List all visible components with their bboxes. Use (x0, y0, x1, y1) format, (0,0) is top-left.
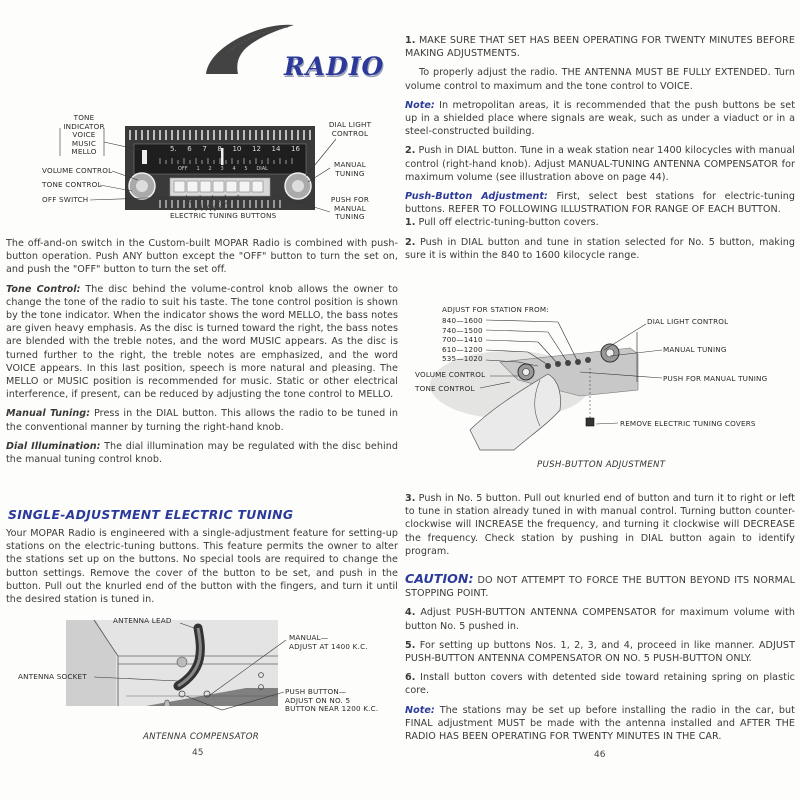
pb-step-4-text: Adjust PUSH-BUTTON ANTENNA COMPENSATOR for maximum volume with button No. 5 pushed in. (405, 607, 795, 632)
dial-number: 10 (232, 145, 242, 153)
pb-step-2 (405, 236, 795, 262)
button-label: 3 (220, 166, 224, 172)
tone-control-heading: Tone Control: (6, 283, 81, 295)
pb-step-6-text: Install button covers with detented side toward retaining spring on plastic core. (405, 672, 795, 697)
right-page-text-bottom (405, 492, 795, 743)
note-2-heading: Note: (405, 704, 435, 716)
dial-number: 8 (217, 145, 222, 153)
section-heading: SINGLE-ADJUSTMENT ELECTRIC TUNING (8, 507, 294, 522)
proper-adjust-paragraph: To properly adjust the radio. THE ANTENNA MUST BE FULLY EXTENDED. Turn volume control to maximum and the tone control to VOICE. (405, 67, 795, 92)
pb-step-1 (405, 216, 795, 229)
label-tone-indicator-2: INDICATOR (63, 121, 105, 131)
pb-step-5-text: For setting up buttons Nos. 1, 2, 3, and 4, proceed in like manner. ADJUST PUSH-BUTTON ANTENNA COMPENSATOR ON NO. 5 PUSH-BUTTON ONLY. (405, 639, 795, 665)
range-label: 610—1200 (442, 344, 483, 354)
label-push-for-manual-pb: PUSH FOR MANUAL TUNING (663, 374, 768, 383)
label-push-button-3: BUTTON NEAR 1200 K.C. (285, 704, 379, 714)
label-mello: MELLO (71, 147, 97, 157)
manual-tuning-heading: Manual Tuning: (6, 408, 91, 420)
button-label: 4 (232, 166, 236, 172)
left-page-text (6, 237, 398, 466)
label-volume-control: VOLUME CONTROL (42, 166, 113, 175)
caution-text: DO NOT ATTEMPT TO FORCE THE BUTTON BEYOND ITS NORMAL STOPPING POINT. (405, 575, 795, 600)
button-label: 1 (196, 166, 200, 172)
label-push-for-manual-2: MANUAL (334, 203, 366, 213)
pb-leader-lines (400, 290, 800, 440)
button-label: 2 (208, 166, 212, 172)
dial-number: 12 (251, 145, 261, 153)
tone-control-body: The disc behind the volume-control knob allows the owner to change the tone of the radio to suit his taste. The tone control position is shown by the tone indicator. When the indicator shows the word MELLO, the bass notes are given heavy emphasis. As the disc is turned toward the right, the bass notes are blended with the treble notes, and the word MUSIC appears. As the disc is turned further to the right, the treble notes are emphasized, and the word VOICE appears. In this last position, speech is more natural and pleasing. The MELLO or MUSIC position is recommended for music. Static or other electrical interference, if present, can be reduced by adjusting the tone control to MELLO. (6, 283, 398, 401)
antenna-caption: ANTENNA COMPENSATOR (143, 732, 260, 742)
push-button-adjustment-heading: Push-Button Adjustment: (405, 191, 548, 203)
label-antenna-lead: ANTENNA LEAD (113, 616, 172, 625)
manual-tuning-paragraph (6, 407, 398, 433)
pb-step-3-number: 3. (405, 493, 416, 504)
label-remove-covers: REMOVE ELECTRIC TUNING COVERS (620, 419, 756, 428)
pb-step-4-number: 4. (405, 607, 416, 619)
dial-number: 16 (291, 145, 300, 153)
pb-step-1-number: 1. (405, 217, 416, 229)
label-manual-tuning: MANUAL (334, 160, 366, 169)
range-label: 740—1500 (442, 325, 483, 335)
page-number-right: 46 (594, 750, 606, 760)
antenna-leader-lines (0, 600, 400, 720)
label-music: MUSIC (71, 138, 97, 148)
note-1-heading: Note: (405, 99, 435, 111)
step-1-number: 1. (405, 35, 416, 46)
label-manual-tuning-pb: MANUAL TUNING (663, 345, 727, 354)
label-push-button: PUSH BUTTON— (285, 687, 347, 696)
step-2-text: Push in DIAL button. Tune in a weak station near 1400 kilocycles with manual control (right-hand knob). Adjust MANUAL-TUNING ANTENNA COMPENSATOR for maximum volume (see illustration above on page 44). (405, 145, 795, 183)
page-title: RADIO (284, 52, 385, 81)
pb-step-5-number: 5. (405, 639, 416, 651)
pb-step-6-number: 6. (405, 672, 416, 684)
label-manual-tuning-2: TUNING (335, 168, 365, 178)
button-label: OFF (178, 166, 188, 172)
step-2-number: 2. (405, 145, 416, 157)
dial-illumination-heading: Dial Illumination: (6, 440, 101, 452)
label-antenna-socket: ANTENNA SOCKET (18, 672, 87, 681)
label-off-switch: OFF SWITCH (42, 195, 89, 204)
label-dial-light-control: DIAL LIGHT (328, 120, 372, 129)
button-label: 5 (244, 166, 248, 172)
note-2 (405, 704, 795, 744)
dial-number: 14 (271, 145, 281, 153)
caution-paragraph (405, 572, 795, 600)
pb-step-5 (405, 639, 795, 665)
push-button-caption: PUSH-BUTTON ADJUSTMENT (537, 460, 666, 470)
page-number-left: 45 (192, 748, 204, 758)
note-1-text: In metropolitan areas, it is recommended that the push buttons be set up in a shielded place where signals are weak, such as under a viaduct or in a steel-constructed building. (405, 99, 795, 138)
label-voice: VOICE (72, 130, 96, 140)
pb-step-3 (405, 492, 795, 558)
dial-number: 6 (187, 145, 192, 153)
label-adjust-for-station: ADJUST FOR STATION FROM: (442, 305, 549, 314)
dial-illumination-body: The dial illumination may be regulated with the disc behind the manual tuning control knob. (6, 440, 398, 466)
pb-step-2-number: 2. (405, 236, 416, 248)
label-push-button-2: ADJUST ON NO. 5 (285, 695, 351, 705)
pb-step-4 (405, 606, 795, 632)
label-push-for-manual-3: TUNING (335, 212, 365, 222)
pb-step-2-text: Push in DIAL button and tune in station selected for No. 5 button, making sure it is within the 840 to 1600 kilocycle range. (405, 236, 795, 261)
dial-number: 5. (170, 145, 177, 153)
label-manual-adjust: MANUAL— (289, 633, 329, 642)
manual-tuning-body: Press in the DIAL button. This allows the radio to be tuned in the conventional manner by turning the right-hand knob. (6, 408, 398, 433)
label-push-for-manual: PUSH FOR (330, 195, 370, 204)
intro-paragraph: The off-and-on switch in the Custom-built MOPAR Radio is combined with push-button operation. Push ANY button except the "OFF" button to turn the set on, and push the "OFF" button to turn the set off. (6, 238, 398, 276)
dial-number: 7 (202, 145, 207, 153)
label-electric-tuning-buttons: ELECTRIC TUNING BUTTONS (170, 211, 277, 220)
label-dial-light-control-pb: DIAL LIGHT CONTROL (647, 317, 729, 326)
label-manual-adjust-2: ADJUST AT 1400 K.C. (289, 641, 368, 651)
pb-step-1-text: Pull off electric-tuning-button covers. (415, 217, 599, 229)
step-1-text: MAKE SURE THAT SET HAS BEEN OPERATING FOR TWENTY MINUTES BEFORE MAKING ADJUSTMENTS. (405, 35, 795, 60)
caution-heading: CAUTION: (405, 571, 474, 587)
tone-control-paragraph (6, 283, 398, 402)
label-tone-indicator: TONE (73, 113, 95, 122)
label-dial-light-control-2: CONTROL (331, 128, 369, 138)
range-label: 700—1410 (442, 335, 483, 345)
range-label: 840—1600 (442, 316, 483, 325)
pb-step-6 (405, 671, 795, 697)
step-2 (405, 144, 795, 184)
note-1 (405, 99, 795, 139)
step-1 (405, 34, 795, 60)
dial-illumination-paragraph (6, 440, 398, 466)
label-tone-control-pb: TONE CONTROL (415, 384, 475, 393)
section-body: Your MOPAR Radio is engineered with a single-adjustment feature for setting-up stations on the electric-tuning buttons. This feature permits the owner to alter the stations set up on the buttons. No special tools are required to change the button settings. Remove the cover of the button to be set, and push in the button. Pull out the knurled end of the button with the fingers, and turn it until the desired station is tuned in. (6, 528, 398, 606)
push-button-adjustment-text: First, select best stations for electric-tuning buttons. REFER TO FOLLOWING ILLUSTRATION FOR RANGE OF EACH BUTTON. (405, 191, 796, 216)
pb-step-3-text: Push in No. 5 button. Pull out knurled end of button and turn it to right or left to tune in station already tuned in with manual control. Turning button counter-clockwise will INCREASE the frequency, and turning it clockwise will DECREASE the frequency. Check station by pushing in DIAL button again to identify program. (405, 493, 795, 557)
note-2-text: The stations may be set up before installing the radio in the car, but FINAL adjustment MUST be made with the antenna installed and AFTER THE RADIO HAS BEEN OPERATING FOR TWENTY MINUTES IN THE CAR. (405, 704, 795, 743)
range-label: 535—1020 (442, 354, 483, 364)
right-page-text-top (405, 34, 795, 262)
label-tone-control: TONE CONTROL (42, 180, 102, 189)
button-label: DIAL (256, 166, 268, 172)
label-volume-control-pb: VOLUME CONTROL (415, 370, 486, 379)
radio-leader-lines (0, 0, 400, 230)
push-button-adjustment (405, 190, 795, 216)
